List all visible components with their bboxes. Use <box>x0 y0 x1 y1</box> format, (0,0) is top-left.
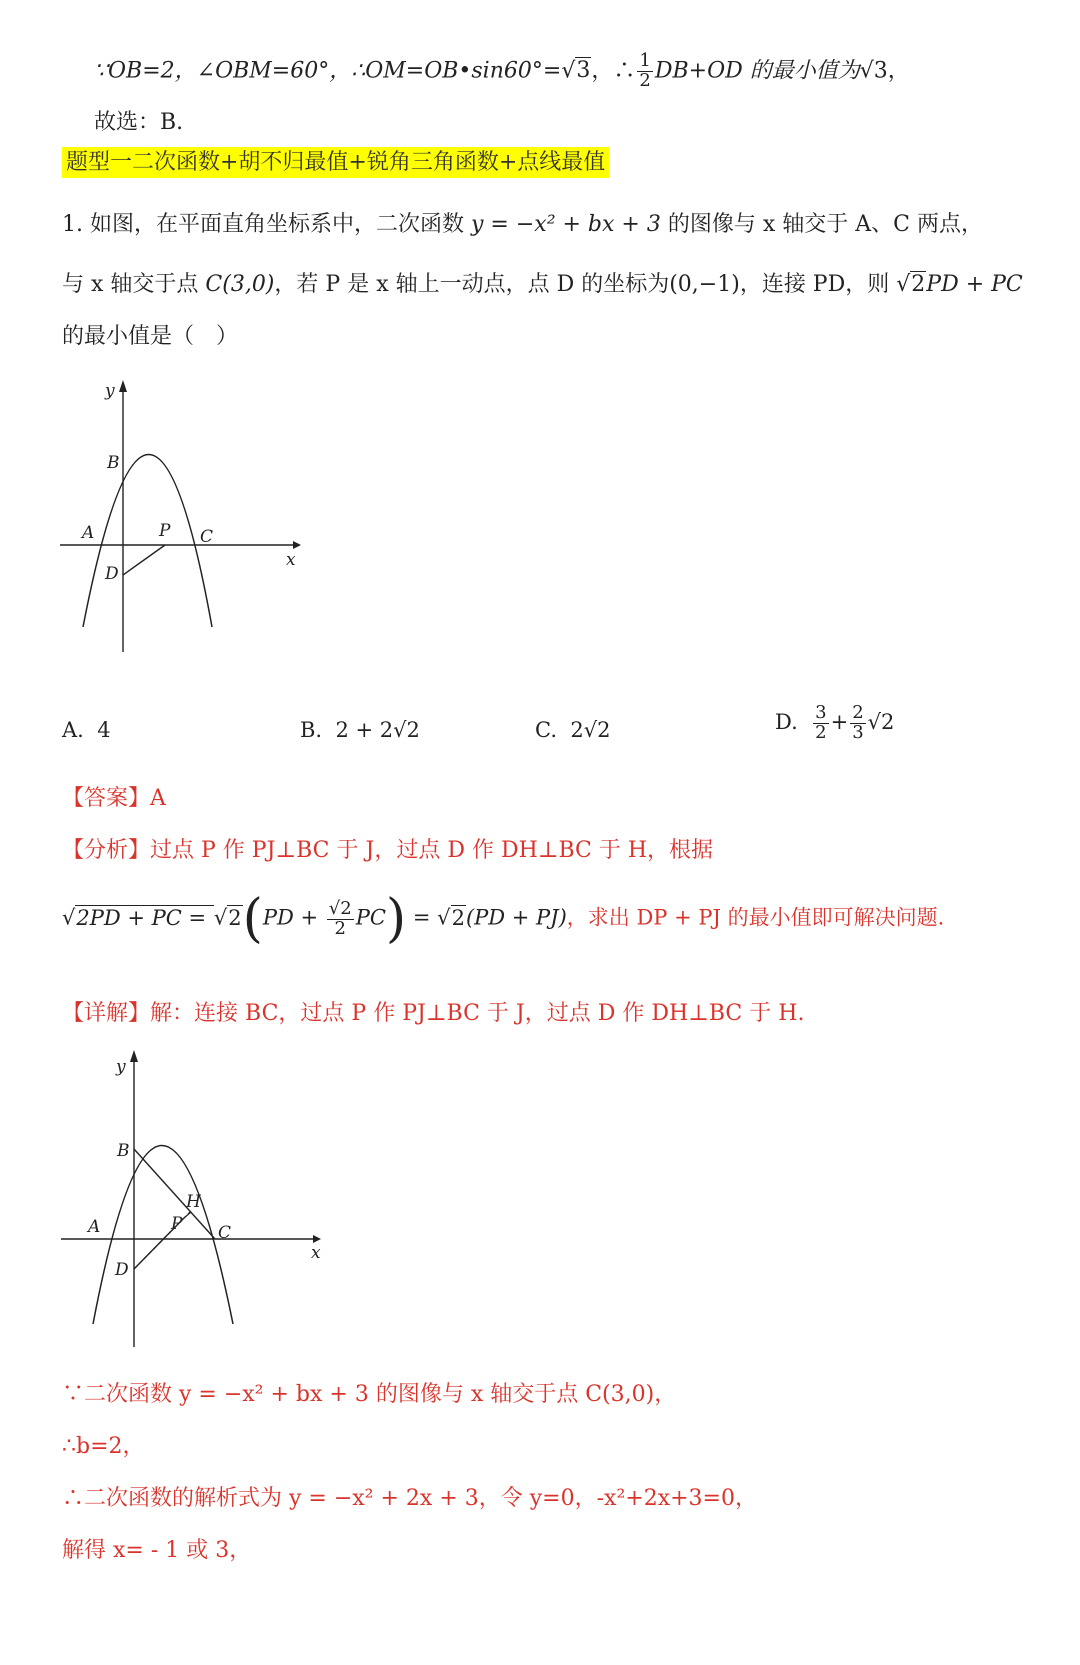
label-c: C <box>200 527 214 547</box>
analysis-line: 【分析】过点 P 作 PJ⊥BC 于 J，过点 D 作 DH⊥BC 于 H，根据 <box>62 838 714 863</box>
solution-line-4: 解得 x= - 1 或 3， <box>62 1538 252 1563</box>
solution-line-2: ∴b=2， <box>62 1434 145 1459</box>
label-h-2: H <box>186 1192 201 1212</box>
x-axis-arrow <box>293 541 301 549</box>
figure-1 <box>55 372 305 662</box>
label-a-2: A <box>88 1217 101 1237</box>
analysis-equation: √2PD + PC = √2(PD + $\frac{√2}{2}$ PC) = √2(PD + PJ)，求出 DP + PJ 的最小值即可解决问题. <box>62 889 945 949</box>
option-a[interactable]: A. 4 <box>62 718 111 742</box>
label-p-2: P <box>171 1214 183 1234</box>
question-line-3: 的最小值是（ ） <box>62 324 239 349</box>
option-d[interactable]: D. $\frac{3}{2}$ + $\frac{2}{3}$ √2 <box>775 702 895 743</box>
label-c-2: C <box>218 1223 232 1243</box>
answer-line: 【答案】A <box>62 786 166 811</box>
label-b-2: B <box>117 1141 130 1161</box>
prev-answer-line: 故选：B. <box>94 110 184 135</box>
solution-line-1: ∵二次函数 y = −x² + bx + 3 的图像与 x 轴交于点 C(3,0)， <box>62 1382 677 1407</box>
y-axis-arrow-2 <box>130 1050 138 1062</box>
parabola <box>83 455 212 628</box>
label-y: y <box>105 381 115 401</box>
label-p: P <box>159 521 171 541</box>
half-fraction: $\frac{1}{2}$ <box>639 50 651 91</box>
label-x-2: x <box>311 1243 321 1263</box>
y-axis-arrow <box>119 380 127 392</box>
label-d: D <box>105 564 119 584</box>
sqrt3-a: √3 <box>561 58 591 84</box>
option-c[interactable]: C. 2√2 <box>535 718 611 742</box>
figure-2 <box>55 1042 335 1352</box>
section-title: 题型一二次函数+胡不归最值+锐角三角函数+点线最值 <box>62 150 609 176</box>
detail-line: 【详解】解：连接 BC，过点 P 作 PJ⊥BC 于 J，过点 D 作 DH⊥BC 于 H. <box>62 1001 805 1026</box>
question-line-2: 与 x 轴交于点 C(3,0)，若 P 是 x 轴上一动点，点 D 的坐标为(0,−1)，连接 PD，则 √2PD + PC <box>62 272 1023 297</box>
label-b: B <box>107 453 120 473</box>
label-d-2: D <box>115 1260 129 1280</box>
question-line-1: 1. 如图，在平面直角坐标系中，二次函数 y = −x² + bx + 3 的图像与 x 轴交于 A、C 两点， <box>62 212 983 237</box>
segment-pd <box>123 545 165 575</box>
sqrt3-b: √3 <box>859 58 888 84</box>
label-y-2: y <box>116 1057 126 1077</box>
prev-line-1: ∵OB=2，∠OBM=60°，∴OM=OB•sin60°=√3，∴ $\frac{1}{2}$ DB+OD 的最小值为√3， <box>94 50 910 91</box>
label-a: A <box>82 523 95 543</box>
label-x: x <box>286 550 296 570</box>
x-axis-arrow-2 <box>313 1235 321 1243</box>
option-b[interactable]: B. 2 + 2√2 <box>300 718 420 742</box>
solution-line-3: ∴二次函数的解析式为 y = −x² + 2x + 3，令 y=0，-x²+2x+3=0， <box>62 1486 757 1511</box>
